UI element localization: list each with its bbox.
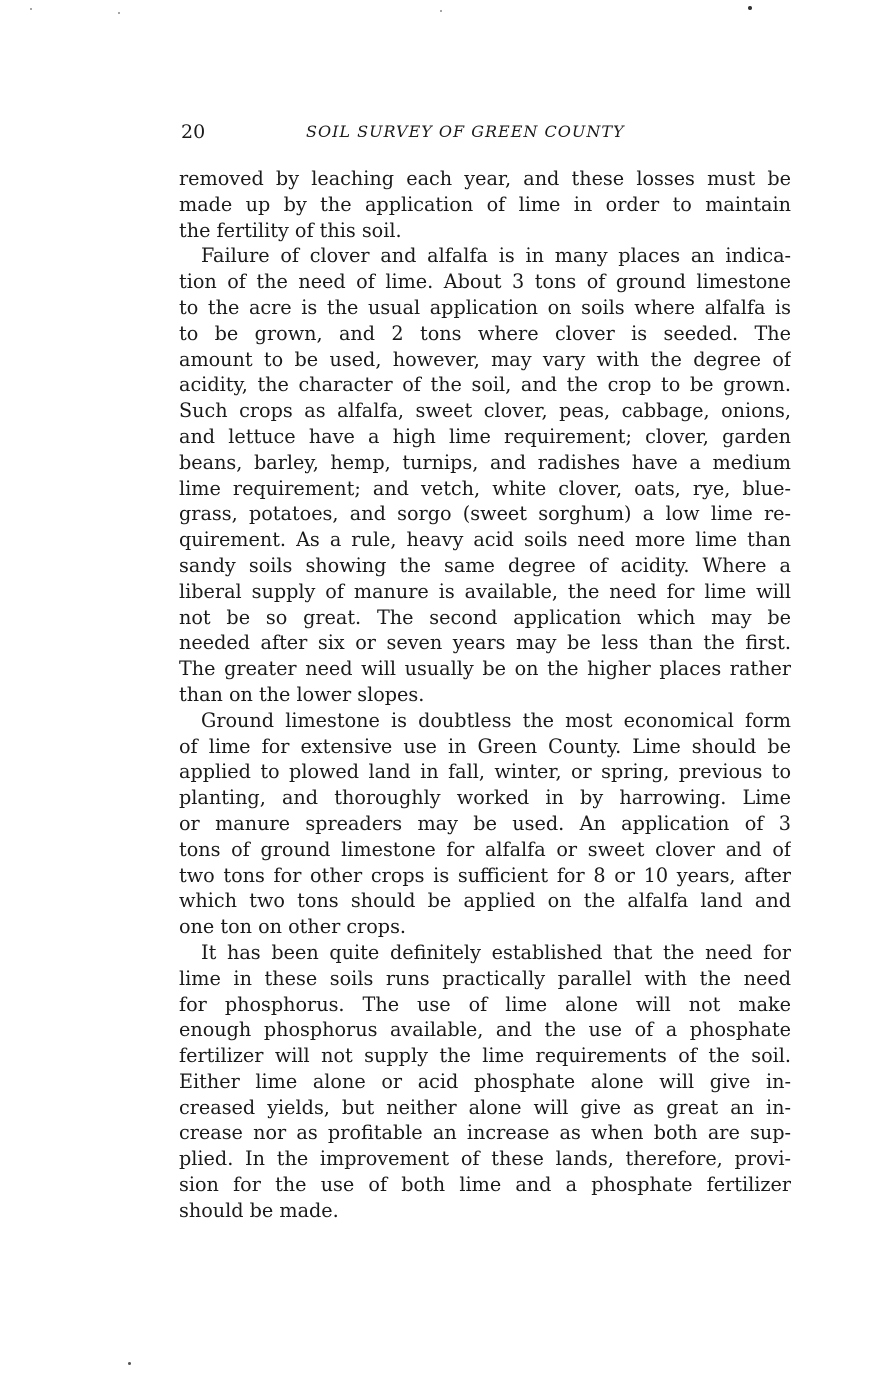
text-line: The greater need will usually be on the higher places rather [179,657,791,681]
text-line: than on the lower slopes. [179,682,425,706]
text-line: one ton on other crops. [179,915,407,939]
running-head: SOIL SURVEY OF GREEN COUNTY [306,122,625,141]
text-line: grass, potatoes, and sorgo (sweet sorghum) a low lime re- [179,502,791,526]
text-line: lime in these soils runs practically parallel with the need [179,966,791,990]
body-text [179,166,791,1224]
text-line: planting, and thoroughly worked in by harrowing. Lime [179,786,791,810]
text-line: creased yields, but neither alone will give as great an in- [179,1095,791,1119]
text-line: tons of ground limestone for alfalfa or sweet clover and of [179,837,791,861]
text-line: enough phosphorus available, and the use of a phosphate [179,1018,791,1042]
text-line: lime requirement; and vetch, white clover, oats, rye, blue- [179,476,791,500]
text-line: It has been quite definitely established that the need for [201,940,791,964]
text-line: tion of the need of lime. About 3 tons of ground limestone [179,270,791,294]
text-line: two tons for other crops is sufficient for 8 or 10 years, after [179,863,791,887]
text-line: made up by the application of lime in order to maintain [179,192,791,216]
text-line: the fertility of this soil. [179,218,402,242]
text-line: quirement. As a rule, heavy acid soils need more lime than [179,528,791,552]
text-line: fertilizer will not supply the lime requirements of the soil. [179,1044,791,1068]
text-line: needed after six or seven years may be less than the first. [179,631,791,655]
scan-speck [748,6,752,10]
page-header [181,119,791,145]
text-line: sandy soils showing the same degree of acidity. Where a [179,553,791,577]
text-line: Failure of clover and alfalfa is in many places an indica- [201,244,791,268]
text-line: removed by leaching each year, and these losses must be [179,167,791,190]
text-line: sion for the use of both lime and a phosphate fertilizer [179,1173,791,1197]
text-line: crease nor as profitable an increase as when both are sup- [179,1121,791,1145]
text-line: amount to be used, however, may vary with the degree of [179,347,791,371]
text-line: of lime for extensive use in Green County. Lime should be [179,734,791,758]
text-line: which two tons should be applied on the alfalfa land and [179,889,791,913]
text-line: to be grown, and 2 tons where clover is seeded. The [179,321,791,345]
text-line: and lettuce have a high lime requirement; clover, garden [179,424,791,448]
text-line: Ground limestone is doubtless the most economical form [201,708,791,732]
text-line: applied to plowed land in fall, winter, or spring, previous to [179,760,791,784]
text-line: or manure spreaders may be used. An application of 3 [179,811,791,835]
scan-speck [118,12,120,14]
text-line: not be so great. The second application which may be [179,605,791,629]
text-line: Either lime alone or acid phosphate alone will give in- [179,1069,791,1093]
text-line: Such crops as alfalfa, sweet clover, peas, cabbage, onions, [179,399,791,423]
text-line: to the acre is the usual application on soils where alfalfa is [179,295,791,319]
page-number: 20 [181,121,206,143]
text-line: acidity, the character of the soil, and the crop to be grown. [179,373,791,397]
scan-speck [30,8,32,10]
text-line: liberal supply of manure is available, the need for lime will [179,579,791,603]
scan-speck [128,1362,131,1365]
scan-speck [440,10,442,12]
text-line: plied. In the improvement of these lands, therefore, provi- [179,1147,791,1171]
text-line: beans, barley, hemp, turnips, and radishes have a medium [179,450,791,474]
text-line: should be made. [179,1198,339,1222]
text-line: for phosphorus. The use of lime alone will not make [179,992,791,1016]
